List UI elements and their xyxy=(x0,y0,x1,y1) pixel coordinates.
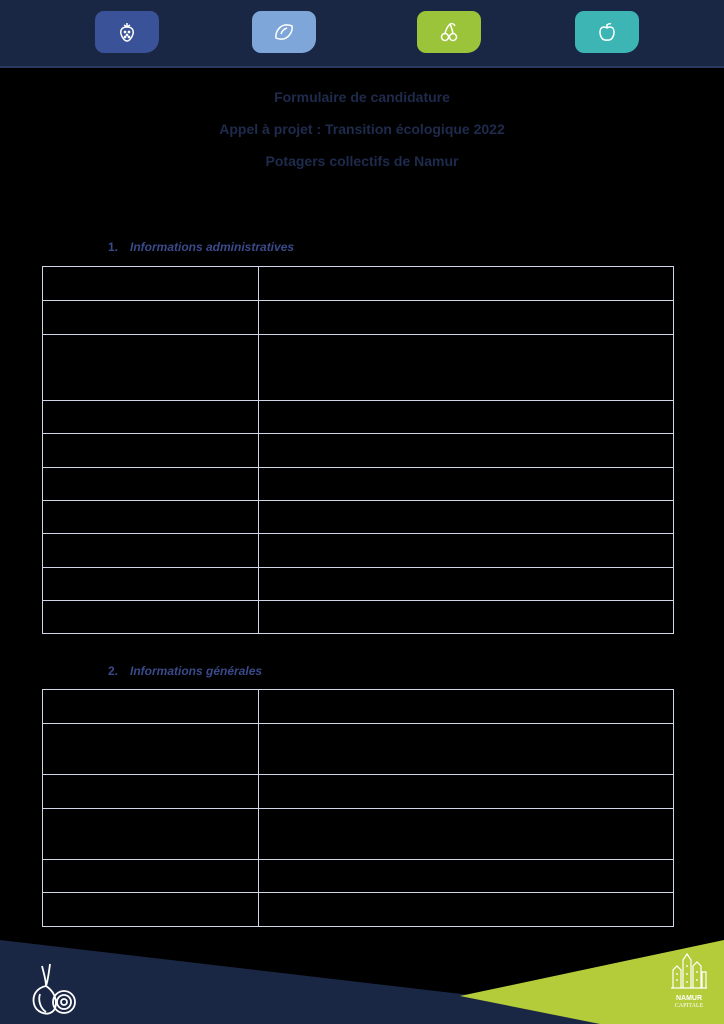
table-row xyxy=(43,434,674,468)
field-value-cell[interactable] xyxy=(259,401,674,434)
lemon-tab xyxy=(252,11,316,53)
field-value-cell[interactable] xyxy=(259,601,674,634)
field-value-cell[interactable] xyxy=(259,775,674,809)
form-title: Formulaire de candidature xyxy=(274,89,450,105)
field-value-cell[interactable] xyxy=(259,724,674,775)
section-number: 2. xyxy=(108,664,119,678)
field-label-cell xyxy=(43,335,259,401)
table-row xyxy=(43,775,674,809)
logo-text-capitale: CAPITALE xyxy=(674,1003,704,1009)
logo-text-namur: NAMUR xyxy=(675,995,703,1002)
table-row xyxy=(43,690,674,724)
table-row xyxy=(43,534,674,568)
footer-band xyxy=(0,940,724,1024)
field-value-cell[interactable] xyxy=(259,434,674,468)
table-row xyxy=(43,468,674,501)
table-row xyxy=(43,724,674,775)
section-heading-administrative xyxy=(108,240,294,254)
lemon-icon xyxy=(272,20,296,44)
header-band xyxy=(0,0,724,68)
table-row xyxy=(43,568,674,601)
field-value-cell[interactable] xyxy=(259,809,674,860)
field-value-cell[interactable] xyxy=(259,568,674,601)
namur-capitale-logo xyxy=(664,950,714,1020)
table-row xyxy=(43,267,674,301)
apple-tab xyxy=(575,11,639,53)
section-label: Informations générales xyxy=(130,664,263,678)
table-row xyxy=(43,501,674,534)
field-label-cell xyxy=(43,809,259,860)
field-label-cell xyxy=(43,401,259,434)
field-value-cell[interactable] xyxy=(259,301,674,335)
table-row xyxy=(43,401,674,434)
field-value-cell[interactable] xyxy=(259,534,674,568)
field-value-cell[interactable] xyxy=(259,893,674,927)
field-value-cell[interactable] xyxy=(259,267,674,301)
cherry-tab xyxy=(417,11,481,53)
onion-icon xyxy=(24,962,82,1018)
table-row xyxy=(43,601,674,634)
field-label-cell xyxy=(43,434,259,468)
field-value-cell[interactable] xyxy=(259,860,674,893)
section-heading-general xyxy=(108,664,262,678)
strawberry-icon xyxy=(115,20,139,44)
field-label-cell xyxy=(43,860,259,893)
table-row xyxy=(43,809,674,860)
table-row xyxy=(43,860,674,893)
strawberry-tab xyxy=(95,11,159,53)
project-subtitle: Potagers collectifs de Namur xyxy=(265,153,459,169)
field-label-cell xyxy=(43,267,259,301)
table-row xyxy=(43,335,674,401)
field-label-cell xyxy=(43,568,259,601)
field-label-cell xyxy=(43,534,259,568)
field-value-cell[interactable] xyxy=(259,501,674,534)
section-number: 1. xyxy=(108,240,119,254)
administrative-info-table xyxy=(42,266,674,634)
field-label-cell xyxy=(43,775,259,809)
section-label: Informations administratives xyxy=(130,240,295,254)
field-value-cell[interactable] xyxy=(259,335,674,401)
field-label-cell xyxy=(43,301,259,335)
call-for-projects-title: Appel à projet : Transition écologique 2022 xyxy=(219,121,505,137)
table-row xyxy=(43,893,674,927)
field-label-cell xyxy=(43,690,259,724)
apple-icon xyxy=(595,20,619,44)
field-label-cell xyxy=(43,468,259,501)
general-info-table xyxy=(42,689,674,927)
field-label-cell xyxy=(43,601,259,634)
city-skyline-icon xyxy=(669,950,709,990)
field-label-cell xyxy=(43,893,259,927)
field-label-cell xyxy=(43,501,259,534)
field-value-cell[interactable] xyxy=(259,468,674,501)
cherry-icon xyxy=(437,20,461,44)
table-row xyxy=(43,301,674,335)
field-label-cell xyxy=(43,724,259,775)
field-value-cell[interactable] xyxy=(259,690,674,724)
